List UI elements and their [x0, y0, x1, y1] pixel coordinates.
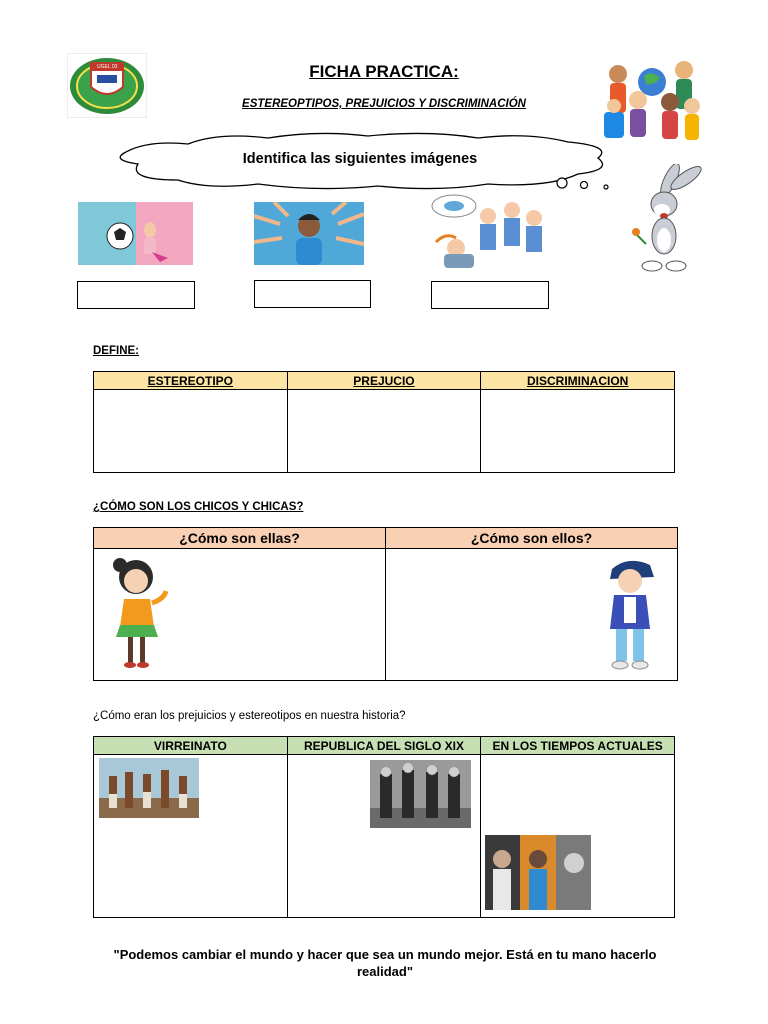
- bullying-children-image: [430, 192, 550, 272]
- define-label: DEFINE:: [93, 345, 139, 357]
- girl-illustration: [102, 555, 174, 673]
- cloud-instruction: Identifica las siguientes imágenes: [242, 151, 478, 167]
- answer-box-3[interactable]: [431, 281, 549, 309]
- logo-text: UGEL 03: [97, 64, 118, 70]
- header-republica: REPUBLICA DEL SIGLO XIX: [287, 737, 481, 755]
- chicos-table: [93, 527, 678, 681]
- page-title: FICHA PRACTICA:: [309, 62, 459, 81]
- define-header-prejucio: PREJUCIO: [287, 372, 481, 390]
- answer-box-2[interactable]: [254, 280, 371, 308]
- historia-label: ¿Cómo eran los prejuicios y estereotipos en nuestra historia?: [93, 710, 406, 722]
- boy-illustration: [598, 555, 662, 673]
- rabbit-character-illustration: [626, 164, 706, 274]
- header-ellos: ¿Cómo son ellos?: [386, 528, 678, 549]
- header-ellas: ¿Cómo son ellas?: [94, 528, 386, 549]
- ball-and-doll-image: [78, 202, 193, 265]
- header-actuales: EN LOS TIEMPOS ACTUALES: [481, 737, 675, 755]
- actuales-photo-image: [485, 835, 591, 910]
- define-header-discriminacion: DISCRIMINACION: [481, 372, 675, 390]
- header-virreinato: VIRREINATO: [94, 737, 288, 755]
- closing-quote: "Podemos cambiar el mundo y hacer que sea un mundo mejor. Está en tu mano hacerlo realidad": [113, 947, 657, 979]
- republica-photo-image: [370, 760, 471, 828]
- pointing-fingers-image: [254, 202, 364, 265]
- chicos-label: ¿CÓMO SON LOS CHICOS Y CHICAS?: [93, 501, 304, 513]
- define-cell-discriminacion[interactable]: [481, 390, 675, 473]
- thought-bubbles: [554, 176, 614, 192]
- answer-box-1[interactable]: [77, 281, 195, 309]
- define-header-estereotipo: ESTEREOTIPO: [94, 372, 288, 390]
- define-cell-estereotipo[interactable]: [94, 390, 288, 473]
- define-cell-prejucio[interactable]: [287, 390, 481, 473]
- virreinato-painting-image: [99, 758, 199, 818]
- define-table: [93, 371, 675, 473]
- page-subtitle: ESTEREOPTIPOS, PREJUICIOS Y DISCRIMINACIÓN: [242, 98, 526, 110]
